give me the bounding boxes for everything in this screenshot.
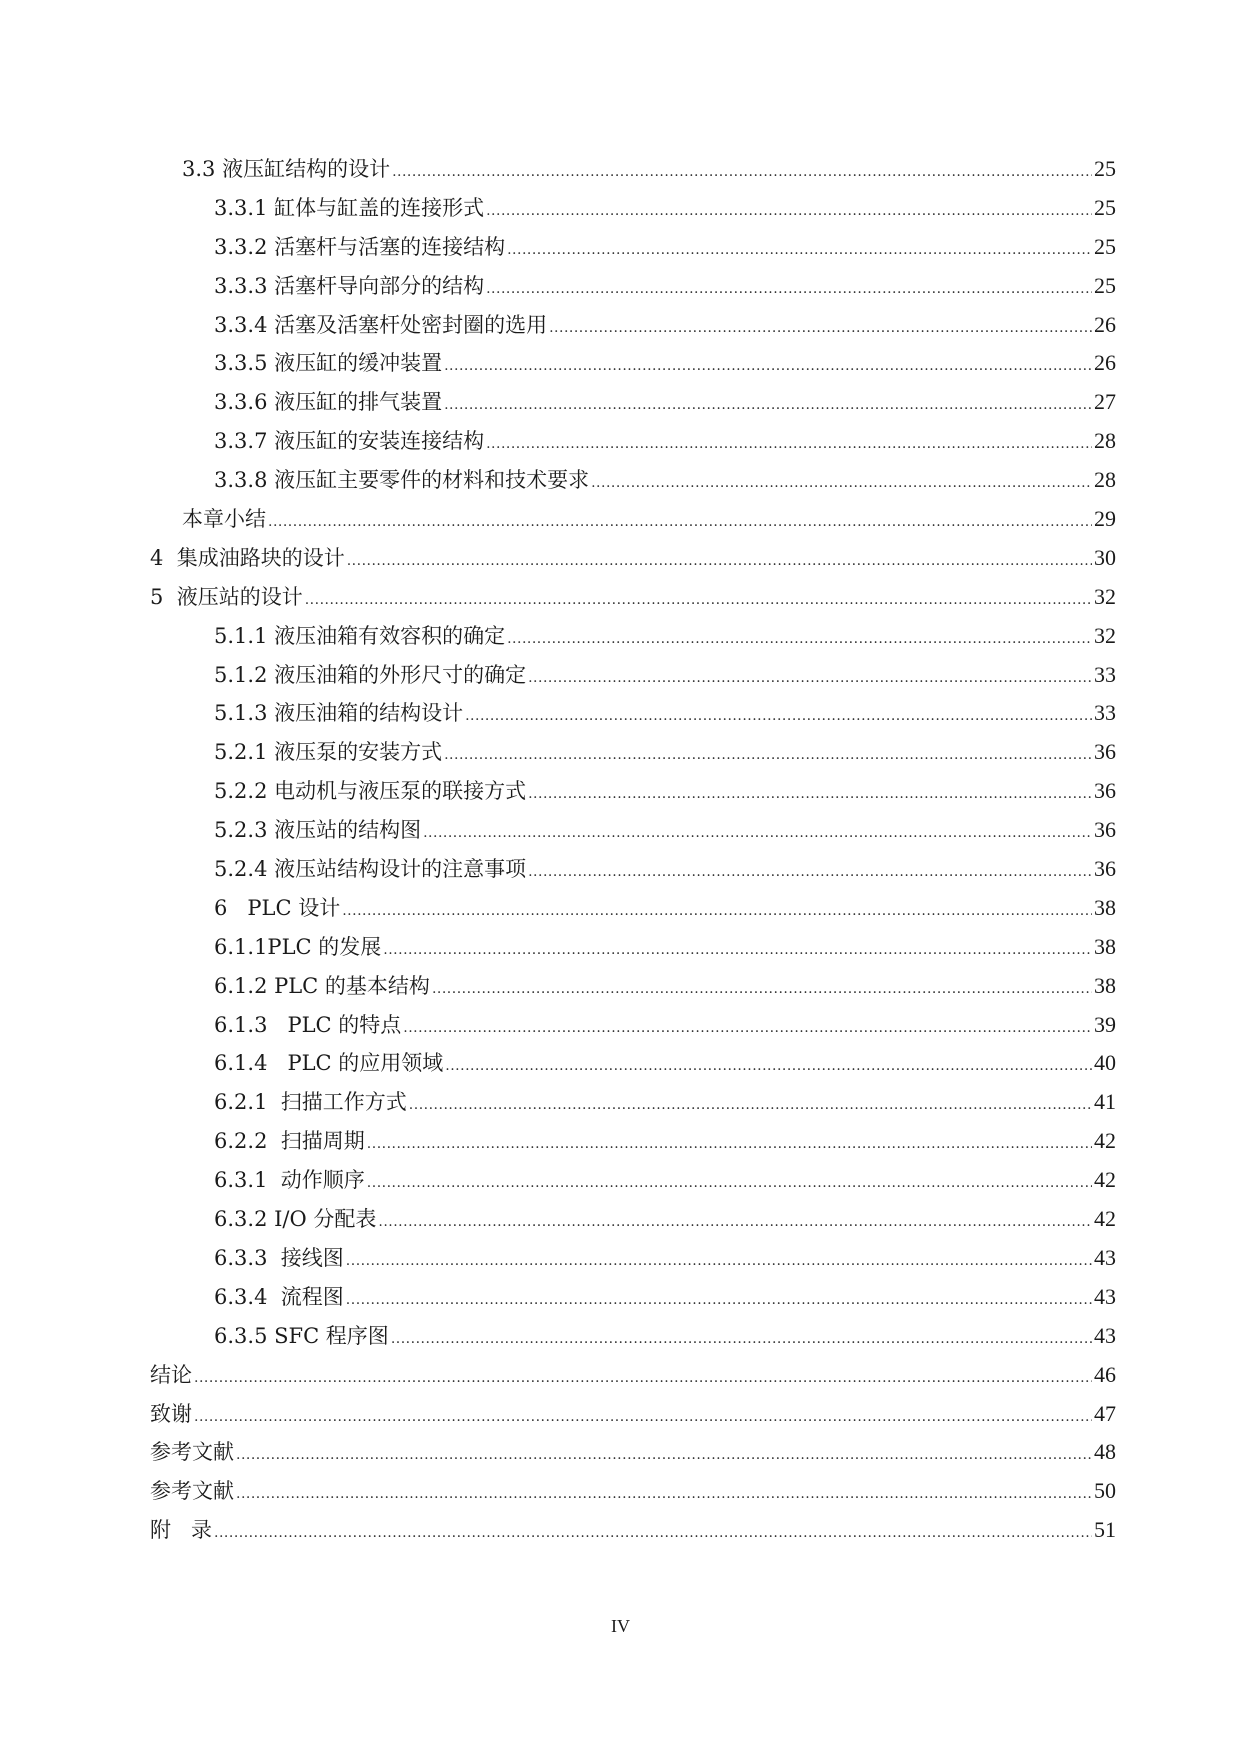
dot-leader xyxy=(342,892,1092,931)
entry-page-number: 28 xyxy=(1094,428,1116,454)
toc-entry-5-1-3[interactable] xyxy=(150,694,1116,733)
dot-leader xyxy=(444,736,1092,775)
toc-entry-3-3-3[interactable] xyxy=(150,267,1116,306)
dot-leader xyxy=(444,347,1092,386)
entry-page-number: 25 xyxy=(1094,272,1116,298)
entry-title: 6.2.1 扫描工作方式 xyxy=(214,1090,407,1115)
dot-leader xyxy=(507,231,1092,270)
entry-page-number: 47 xyxy=(1094,1400,1116,1426)
entry-page-number: 27 xyxy=(1094,389,1116,415)
dot-leader xyxy=(346,1242,1092,1281)
entry-title: 5 液压站的设计 xyxy=(150,584,303,609)
dot-leader xyxy=(383,931,1092,970)
entry-page-number: 46 xyxy=(1094,1361,1116,1387)
entry-title: 参考文献 xyxy=(150,1479,234,1504)
dot-leader xyxy=(236,1436,1092,1475)
dot-leader xyxy=(194,1398,1092,1437)
entry-title: 3.3.3 活塞杆导向部分的结构 xyxy=(214,273,485,298)
entry-title: 6.2.2 扫描周期 xyxy=(214,1129,365,1154)
entry-title: 6.1.2 PLC 的基本结构 xyxy=(214,973,430,998)
entry-page-number: 36 xyxy=(1094,856,1116,882)
entry-page-number: 33 xyxy=(1094,661,1116,687)
entry-title: 3.3.1 缸体与缸盖的连接形式 xyxy=(214,195,485,220)
entry-title: 3.3 液压缸结构的设计 xyxy=(182,157,391,181)
entry-page-number: 42 xyxy=(1094,1128,1116,1154)
dot-leader xyxy=(528,853,1092,892)
toc-entry-references[interactable] xyxy=(150,1433,1116,1472)
entry-page-number: 25 xyxy=(1094,194,1116,220)
dot-leader xyxy=(444,386,1092,425)
dot-leader xyxy=(268,503,1092,542)
dot-leader xyxy=(507,620,1092,659)
toc-entry-5-1-2[interactable] xyxy=(150,656,1116,695)
dot-leader xyxy=(528,659,1092,698)
dot-leader xyxy=(214,1514,1092,1553)
dot-leader xyxy=(486,270,1092,309)
entry-page-number: 40 xyxy=(1094,1050,1116,1076)
dot-leader xyxy=(367,1164,1092,1203)
toc-entry-3-3-5[interactable] xyxy=(150,344,1116,383)
entry-page-number: 42 xyxy=(1094,1206,1116,1232)
toc-entry-chapter-6[interactable] xyxy=(150,889,1116,928)
toc-entry-5-2-3[interactable] xyxy=(150,811,1116,850)
toc-entry-6-3-1[interactable] xyxy=(150,1161,1116,1200)
dot-leader xyxy=(549,309,1092,348)
entry-page-number: 30 xyxy=(1094,544,1116,570)
entry-title: 6 PLC 设计 xyxy=(214,895,341,920)
entry-page-number: 38 xyxy=(1094,972,1116,998)
page-number-footer: IV xyxy=(611,1616,630,1636)
dot-leader xyxy=(423,814,1092,853)
toc-entry-chapter-4[interactable] xyxy=(150,539,1116,578)
entry-title: 附 录 xyxy=(150,1518,213,1543)
entry-title: 3.3.2 活塞杆与活塞的连接结构 xyxy=(214,234,506,259)
entry-page-number: 36 xyxy=(1094,778,1116,804)
dot-leader xyxy=(378,1203,1092,1242)
entry-page-number: 50 xyxy=(1094,1478,1116,1504)
entry-title: 致谢 xyxy=(150,1401,192,1426)
dot-leader xyxy=(346,1281,1092,1320)
entry-title: 3.3.8 液压缸主要零件的材料和技术要求 xyxy=(214,468,590,493)
entry-page-number: 43 xyxy=(1094,1283,1116,1309)
entry-title: 6.1.3 PLC 的特点 xyxy=(214,1012,402,1037)
dot-leader xyxy=(445,1047,1092,1086)
entry-page-number: 36 xyxy=(1094,739,1116,765)
dot-leader xyxy=(391,1320,1092,1359)
entry-page-number: 51 xyxy=(1094,1517,1116,1543)
toc-entry-5-1-1[interactable] xyxy=(150,617,1116,656)
entry-title: 6.3.5 SFC 程序图 xyxy=(214,1323,389,1348)
dot-leader xyxy=(347,542,1092,581)
entry-page-number: 43 xyxy=(1094,1244,1116,1270)
toc-entry-chapter-5[interactable] xyxy=(150,578,1116,617)
toc-entry-5-2-4[interactable] xyxy=(150,850,1116,889)
entry-title: 5.2.4 液压站结构设计的注意事项 xyxy=(214,857,527,882)
entry-page-number: 42 xyxy=(1094,1167,1116,1193)
dot-leader xyxy=(432,970,1092,1009)
toc-entry-6-1-1[interactable] xyxy=(150,928,1116,967)
toc-entry-references-2[interactable] xyxy=(150,1472,1116,1511)
entry-title: 3.3.4 活塞及活塞杆处密封圈的选用 xyxy=(214,312,548,337)
toc-entry-3-3-6[interactable] xyxy=(150,383,1116,422)
entry-title: 6.3.4 流程图 xyxy=(214,1284,344,1309)
entry-title: 4 集成油路块的设计 xyxy=(150,545,345,570)
toc-entry-3-3-2[interactable] xyxy=(150,228,1116,267)
entry-page-number: 43 xyxy=(1094,1322,1116,1348)
dot-leader xyxy=(465,697,1092,736)
toc-entry-6-1-2[interactable] xyxy=(150,967,1116,1006)
entry-title: 5.2.2 电动机与液压泵的联接方式 xyxy=(214,779,527,804)
toc-entry-5-2-1[interactable] xyxy=(150,733,1116,772)
entry-title: 参考文献 xyxy=(150,1440,234,1465)
entry-page-number: 38 xyxy=(1094,894,1116,920)
entry-page-number: 28 xyxy=(1094,467,1116,493)
dot-leader xyxy=(403,1009,1092,1048)
toc-entry-acknowledgements[interactable] xyxy=(150,1395,1116,1434)
entry-title: 5.2.1 液压泵的安装方式 xyxy=(214,740,443,765)
entry-page-number: 36 xyxy=(1094,817,1116,843)
toc-entry-conclusion[interactable] xyxy=(150,1356,1116,1395)
entry-title: 5.2.3 液压站的结构图 xyxy=(214,818,422,843)
entry-title: 3.3.6 液压缸的排气装置 xyxy=(214,390,443,415)
entry-title: 3.3.7 液压缸的安装连接结构 xyxy=(214,429,485,454)
dot-leader xyxy=(591,464,1092,503)
entry-page-number: 32 xyxy=(1094,583,1116,609)
entry-title: 3.3.5 液压缸的缓冲装置 xyxy=(214,351,443,376)
table-of-contents xyxy=(150,150,1116,1550)
dot-leader xyxy=(409,1086,1092,1125)
dot-leader xyxy=(305,581,1092,620)
dot-leader xyxy=(392,153,1092,192)
entry-page-number: 33 xyxy=(1094,700,1116,726)
entry-title: 6.3.1 动作顺序 xyxy=(214,1168,365,1193)
entry-title: 6.3.2 I/O 分配表 xyxy=(214,1207,377,1232)
toc-entry-3-3-8[interactable] xyxy=(150,461,1116,500)
entry-title: 5.1.1 液压油箱有效容积的确定 xyxy=(214,623,506,648)
dot-leader xyxy=(486,425,1092,464)
entry-title: 5.1.2 液压油箱的外形尺寸的确定 xyxy=(214,662,527,687)
toc-entry-3-3-7[interactable] xyxy=(150,422,1116,461)
dot-leader xyxy=(528,775,1092,814)
toc-entry-6-1-4[interactable] xyxy=(150,1044,1116,1083)
entry-page-number: 41 xyxy=(1094,1089,1116,1115)
toc-entry-6-3-3[interactable] xyxy=(150,1239,1116,1278)
entry-page-number: 29 xyxy=(1094,506,1116,532)
dot-leader xyxy=(486,192,1092,231)
toc-entry-appendix[interactable] xyxy=(150,1511,1116,1550)
entry-title: 6.3.3 接线图 xyxy=(214,1245,344,1270)
entry-page-number: 32 xyxy=(1094,622,1116,648)
entry-page-number: 25 xyxy=(1094,156,1116,181)
toc-entry-6-3-5[interactable] xyxy=(150,1317,1116,1356)
entry-page-number: 26 xyxy=(1094,311,1116,337)
toc-entry-6-1-3[interactable] xyxy=(150,1006,1116,1045)
entry-title: 6.1.1PLC 的发展 xyxy=(214,934,382,959)
entry-page-number: 38 xyxy=(1094,933,1116,959)
entry-title: 结论 xyxy=(150,1362,192,1387)
toc-entry-3-3[interactable] xyxy=(150,150,1116,189)
toc-entry-6-3-4[interactable] xyxy=(150,1278,1116,1317)
toc-entry-6-3-2[interactable] xyxy=(150,1200,1116,1239)
toc-entry-3-3-1[interactable] xyxy=(150,189,1116,228)
toc-entry-chapter-summary[interactable] xyxy=(150,500,1116,539)
entry-page-number: 25 xyxy=(1094,233,1116,259)
toc-entry-3-3-4[interactable] xyxy=(150,306,1116,345)
entry-title: 5.1.3 液压油箱的结构设计 xyxy=(214,701,464,726)
entry-title: 6.1.4 PLC 的应用领域 xyxy=(214,1051,444,1076)
dot-leader xyxy=(236,1475,1092,1514)
entry-page-number: 26 xyxy=(1094,350,1116,376)
dot-leader xyxy=(194,1359,1092,1398)
entry-title: 本章小结 xyxy=(182,507,266,532)
toc-entry-6-2-2[interactable] xyxy=(150,1122,1116,1161)
entry-page-number: 48 xyxy=(1094,1439,1116,1465)
dot-leader xyxy=(367,1125,1092,1164)
entry-page-number: 39 xyxy=(1094,1011,1116,1037)
toc-entry-5-2-2[interactable] xyxy=(150,772,1116,811)
toc-entry-6-2-1[interactable] xyxy=(150,1083,1116,1122)
